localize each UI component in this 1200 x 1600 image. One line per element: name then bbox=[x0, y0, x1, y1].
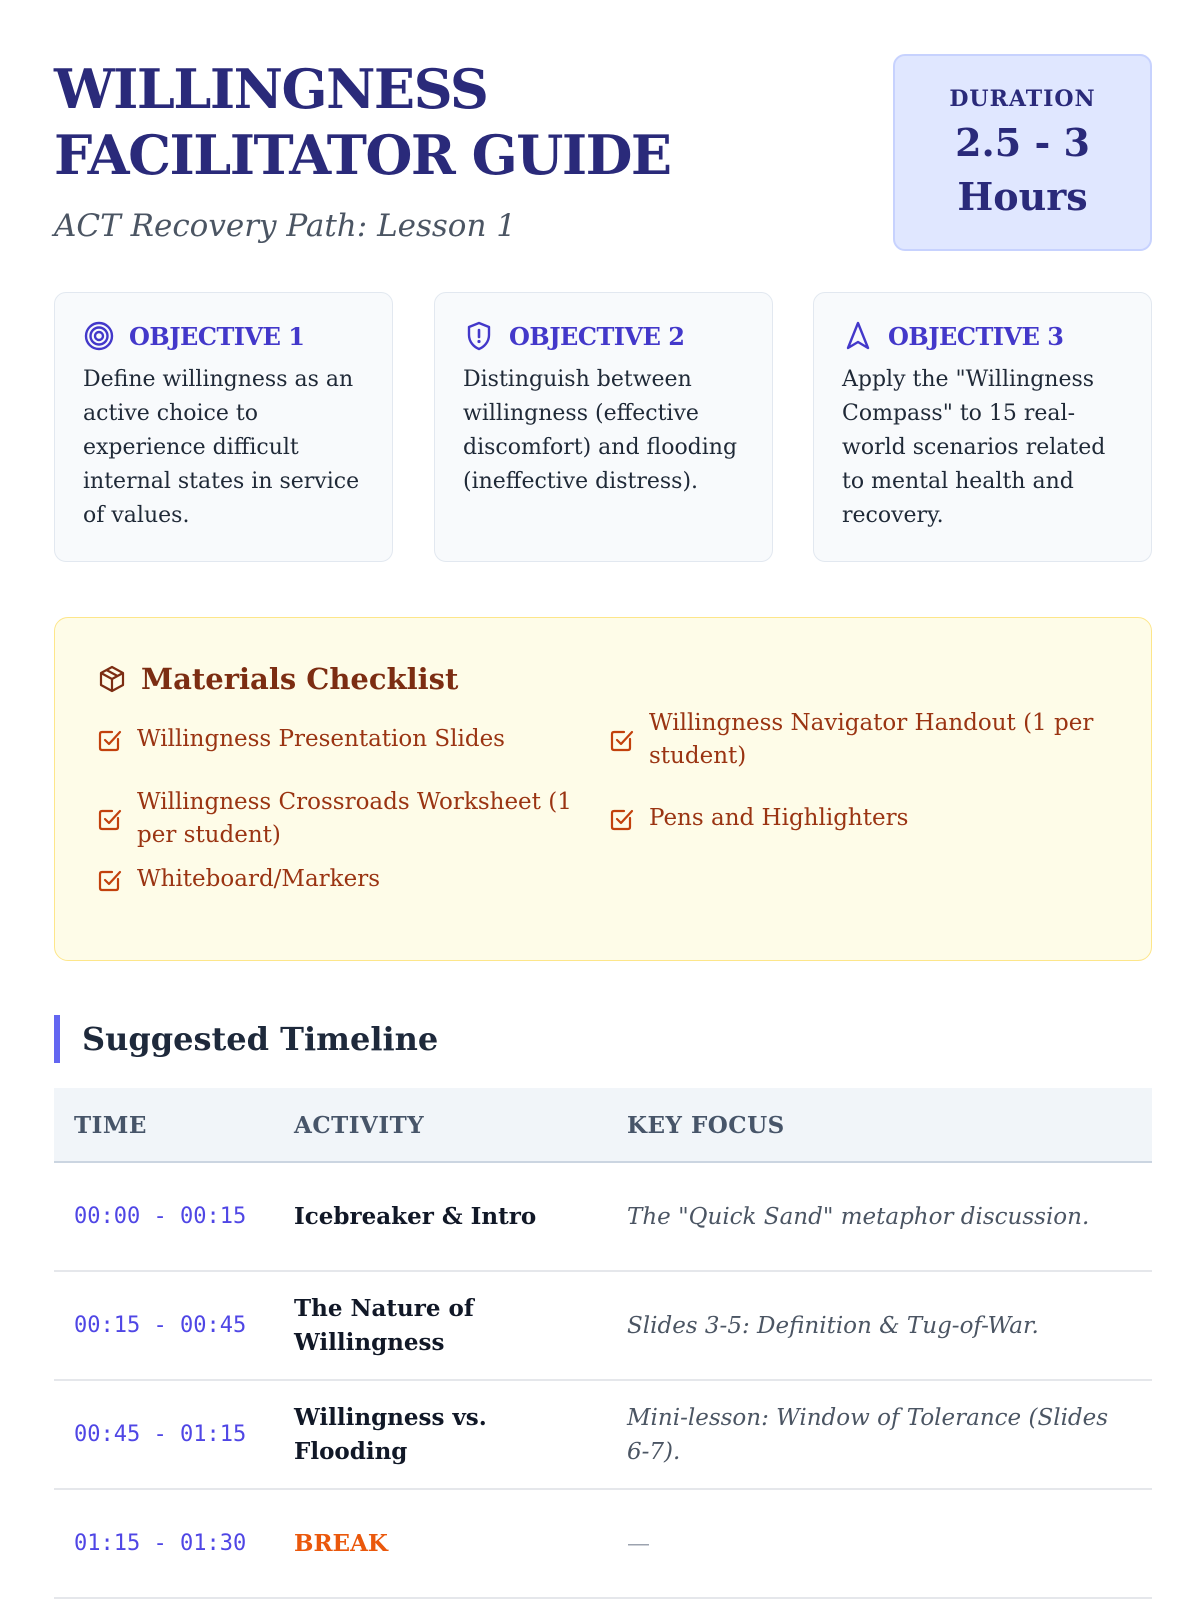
checkbox-checked-icon[interactable] bbox=[97, 727, 123, 753]
activity-cell: Icebreaker & Intro bbox=[294, 1202, 537, 1230]
checkbox-checked-icon[interactable] bbox=[97, 867, 123, 893]
objectives-section bbox=[54, 292, 1152, 562]
table-row bbox=[54, 1381, 1152, 1490]
activity-cell: Willingness vs. Flooding bbox=[294, 1403, 487, 1465]
checklist-item-label: Pens and Highlighters bbox=[649, 805, 909, 831]
time-cell: 01:15 - 01:30 bbox=[74, 1530, 247, 1556]
checklist-item-label: Whiteboard/Markers bbox=[137, 866, 381, 892]
objective-label: OBJECTIVE 3 bbox=[888, 321, 1064, 351]
page-subtitle: ACT Recovery Path: Lesson 1 bbox=[54, 208, 517, 244]
objective-label: OBJECTIVE 2 bbox=[509, 321, 685, 351]
timeline-title: Suggested Timeline bbox=[82, 1020, 439, 1058]
column-header-time: TIME bbox=[74, 1112, 147, 1139]
focus-cell: — bbox=[627, 1530, 650, 1557]
checklist-item-label: Willingness Navigator Handout (1 per student) bbox=[649, 710, 1094, 769]
objective-text: Distinguish between willingness (effective discomfort) and flooding (ineffective distress). bbox=[463, 367, 738, 494]
timeline-table bbox=[54, 1088, 1152, 1599]
objective-text: Apply the "Willingness Compass" to 15 real-world scenarios related to mental health and recovery. bbox=[842, 367, 1106, 528]
objective-card-2 bbox=[434, 292, 773, 562]
checklist-item[interactable] bbox=[97, 723, 567, 756]
checkbox-checked-icon[interactable] bbox=[97, 806, 123, 832]
target-icon bbox=[83, 320, 115, 352]
table-header bbox=[54, 1088, 1152, 1163]
materials-title: Materials Checklist bbox=[141, 662, 459, 696]
checklist-item-label: Willingness Crossroads Worksheet (1 per student) bbox=[137, 789, 572, 848]
time-cell: 00:15 - 00:45 bbox=[74, 1312, 247, 1338]
time-cell: 00:45 - 01:15 bbox=[74, 1421, 247, 1447]
focus-cell: Mini-lesson: Window of Tolerance (Slides 6-7). bbox=[627, 1404, 1109, 1465]
focus-cell: Slides 3-5: Definition & Tug-of-War. bbox=[627, 1312, 1039, 1339]
page-title: WILLINGNESS FACILITATOR GUIDE bbox=[54, 57, 671, 187]
objective-card-1 bbox=[54, 292, 393, 562]
table-row bbox=[54, 1272, 1152, 1381]
focus-cell: The "Quick Sand" metaphor discussion. bbox=[627, 1203, 1090, 1230]
checkbox-checked-icon[interactable] bbox=[609, 806, 635, 832]
objective-card-3 bbox=[813, 292, 1152, 562]
activity-cell: BREAK bbox=[294, 1529, 388, 1557]
objective-text: Define willingness as an active choice to experience difficult internal states in service of values. bbox=[83, 367, 360, 528]
checklist-item[interactable] bbox=[609, 802, 1109, 835]
checklist-item-label: Willingness Presentation Slides bbox=[137, 726, 505, 752]
table-row bbox=[54, 1490, 1152, 1599]
column-header-activity: ACTIVITY bbox=[294, 1112, 425, 1139]
checkbox-checked-icon[interactable] bbox=[609, 727, 635, 753]
timeline-heading bbox=[54, 1015, 438, 1063]
objective-label: OBJECTIVE 1 bbox=[129, 321, 305, 351]
duration-value: 2.5 - 3 Hours bbox=[955, 120, 1090, 219]
page-header bbox=[54, 56, 854, 244]
duration-card bbox=[893, 54, 1152, 251]
checklist-item[interactable] bbox=[609, 707, 1109, 773]
time-cell: 00:00 - 00:15 bbox=[74, 1203, 247, 1229]
checklist-item[interactable] bbox=[97, 863, 567, 896]
table-row bbox=[54, 1163, 1152, 1272]
package-icon bbox=[97, 664, 127, 694]
activity-cell: The Nature of Willingness bbox=[294, 1294, 474, 1356]
checklist-item[interactable] bbox=[97, 786, 577, 852]
shield-alert-icon bbox=[463, 320, 495, 352]
materials-checklist bbox=[54, 617, 1152, 961]
navigation-icon bbox=[842, 320, 874, 352]
duration-label: DURATION bbox=[949, 86, 1096, 112]
column-header-key-focus: KEY FOCUS bbox=[627, 1112, 785, 1139]
